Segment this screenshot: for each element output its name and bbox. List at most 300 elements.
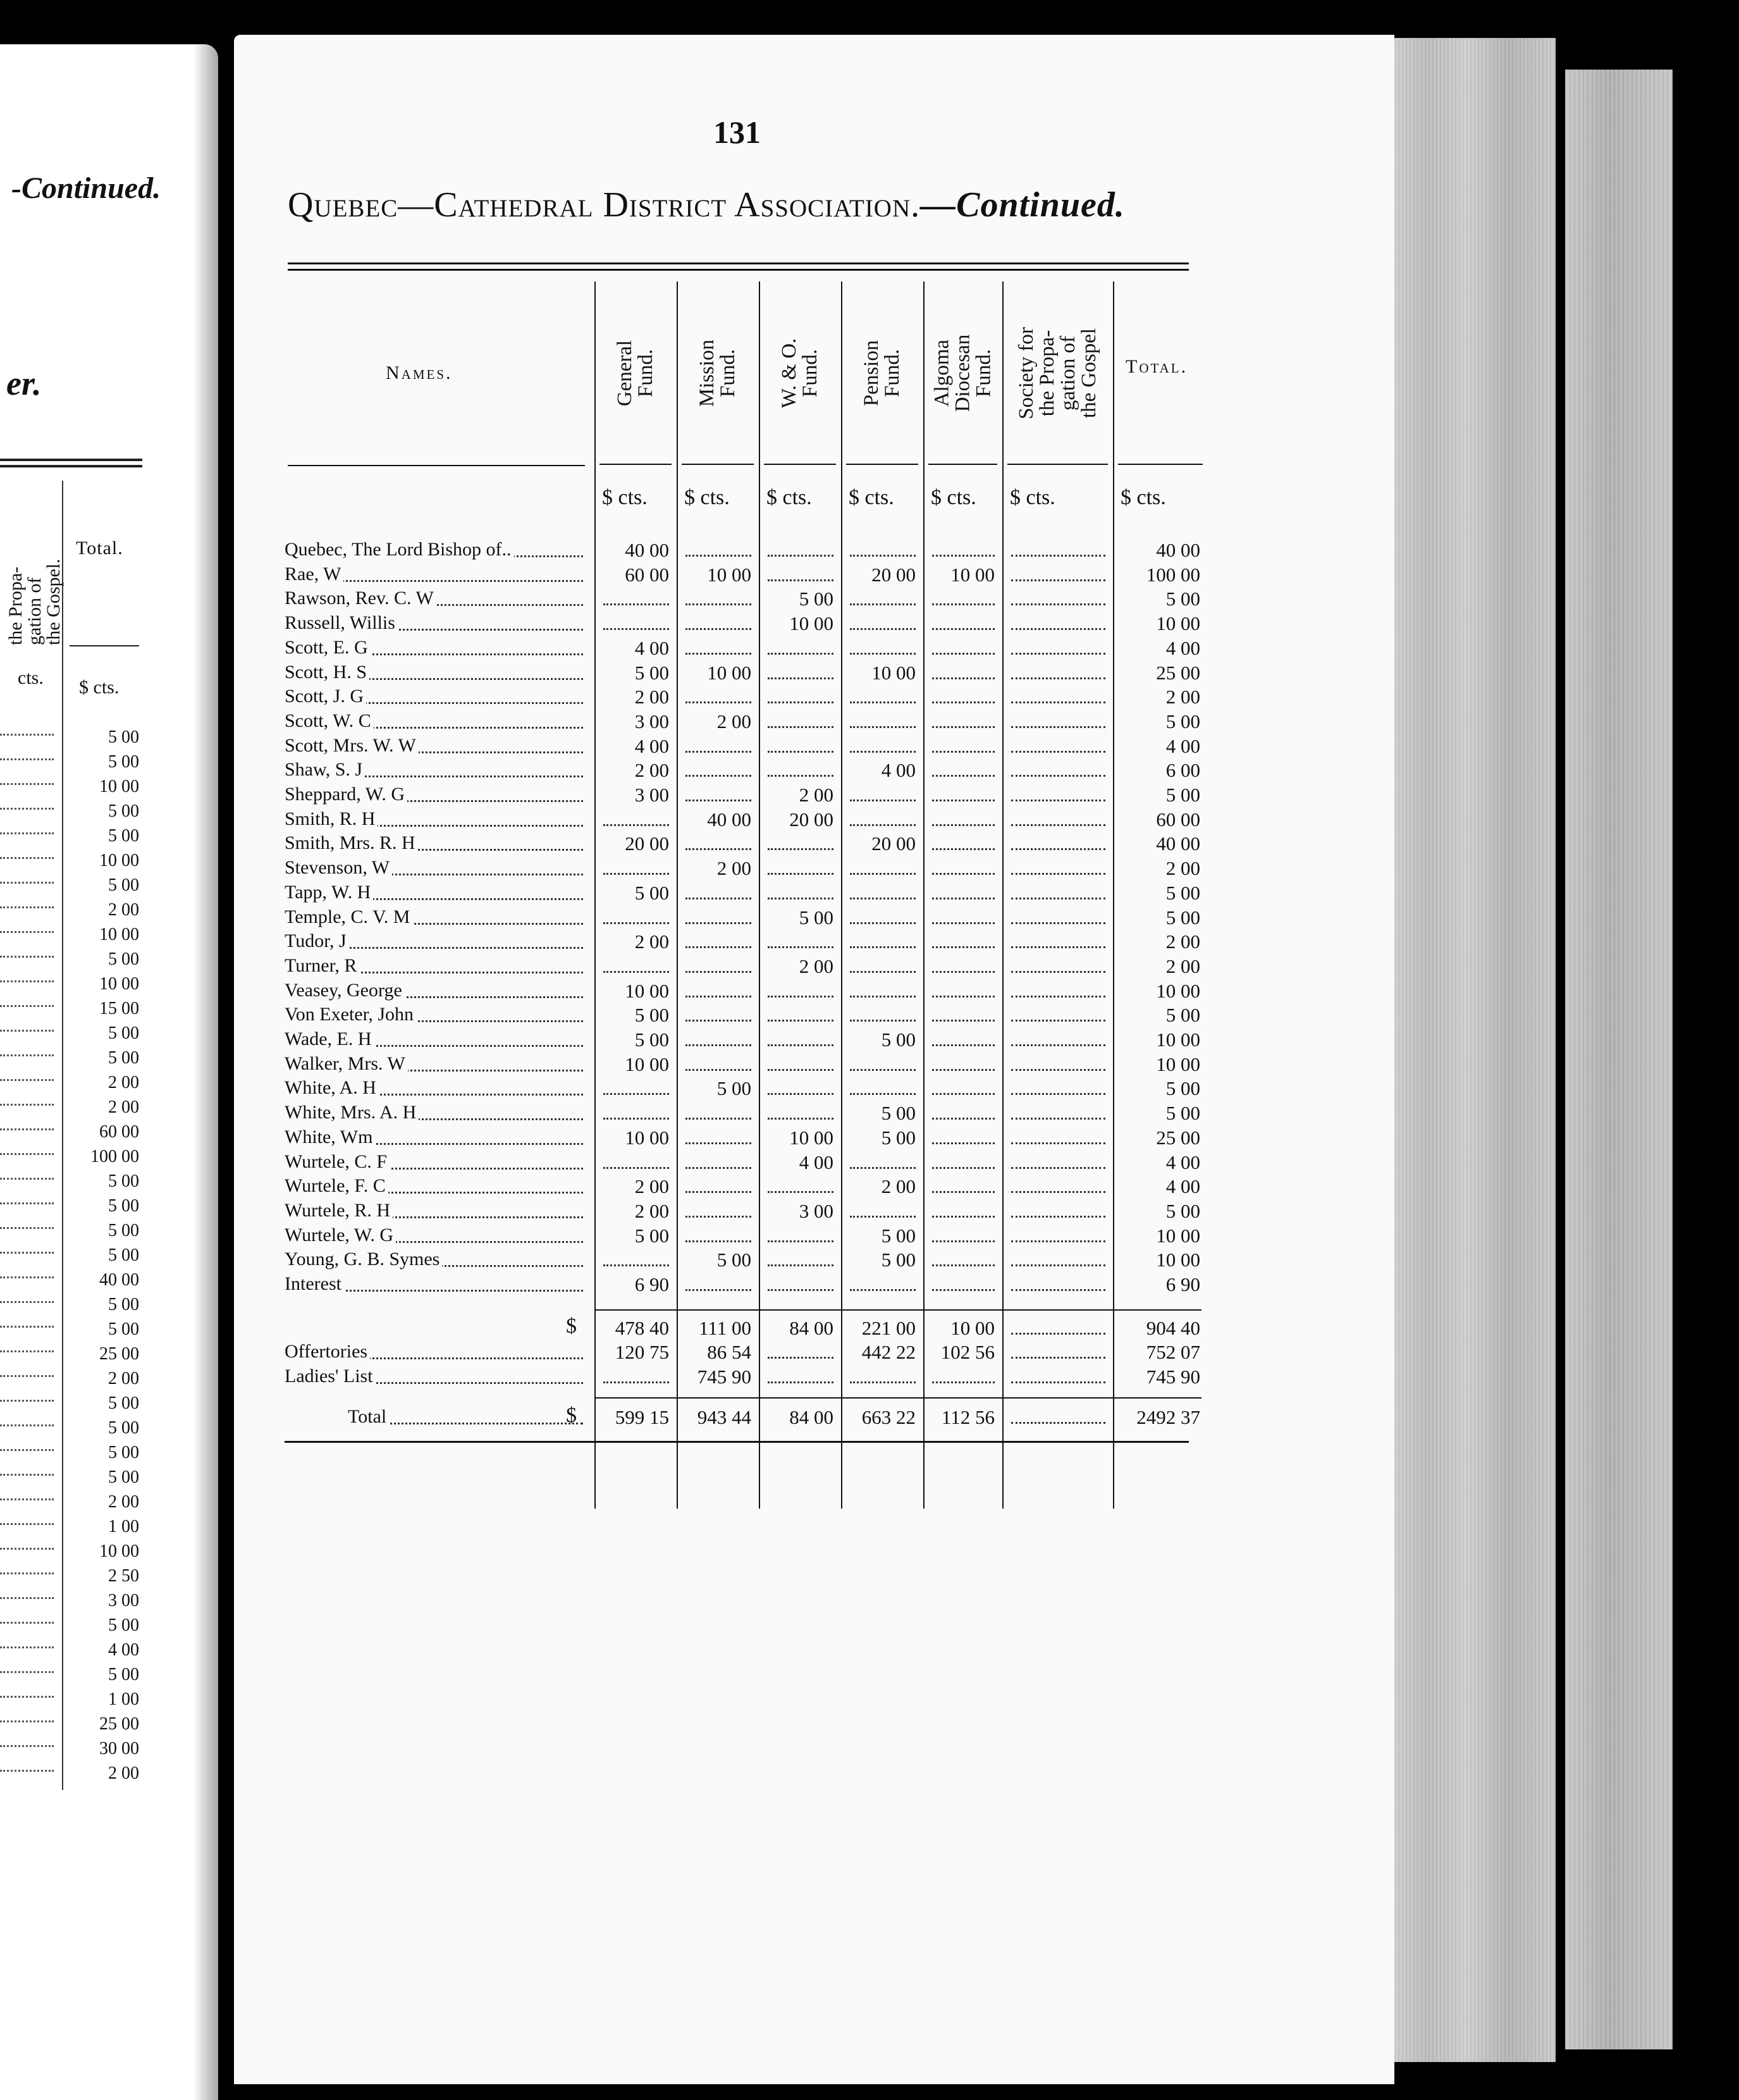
left-page-row: 2 00 [0,1369,145,1393]
amount-cell [594,1077,677,1101]
amount-cell [677,980,759,1004]
amount-cell [1002,1077,1113,1101]
table-row [285,686,1214,710]
amount-cell [923,686,1002,710]
amount-cell [1002,759,1113,783]
amount-cell: 10 00 [950,1316,995,1339]
left-page-row: 5 00 [0,1418,145,1443]
amount-cell: 5 00 [1165,1004,1200,1027]
left-page-row: 2 00 [0,1097,145,1122]
contributor-name: White, A. H [285,1077,588,1101]
table-row [285,784,1214,808]
amount-cell: 10 00 [950,563,995,586]
amount-cell [594,612,677,636]
amount-cell [759,1102,841,1126]
amount-cell: 752 07 [1146,1341,1200,1364]
contributor-name: Russell, Willis [285,612,588,636]
left-page-row: 5 00 [0,1615,145,1640]
amount-cell: 10 00 [789,612,833,635]
amount-cell [841,735,923,759]
amount-cell [1002,1225,1113,1249]
contributor-name: Shaw, S. J [285,759,588,783]
left-page-row: 5 00 [0,1393,145,1418]
amount-cell [759,882,841,906]
amount-cell [677,1273,759,1297]
amount-cell: 120 75 [615,1341,669,1364]
amount-cell [841,1004,923,1028]
amount-cell: 2 00 [716,857,751,880]
left-page-row: 25 00 [0,1714,145,1739]
title-association: Cathedral District Association. [434,185,921,225]
amount-cell: 20 00 [871,832,916,855]
table-row [285,808,1214,832]
amount-cell: 478 40 [615,1316,669,1339]
amount-cell [923,784,1002,808]
amount-cell [923,906,1002,930]
amount-cell [841,1273,923,1297]
amount-cell: 40 00 [1156,832,1200,855]
amount-cell: 20 00 [625,832,669,855]
contributor-name: Quebec, The Lord Bishop of.. [285,539,588,563]
left-page-rule [0,459,142,461]
subtotal-rule [594,1309,1201,1311]
amount-cell [923,1151,1002,1175]
table-row [285,832,1214,856]
left-page-rule [70,645,139,646]
amount-cell [759,1273,841,1297]
amount-cell: 2 00 [1165,954,1200,977]
amount-cell [677,612,759,636]
amount-cell: 25 00 [1156,661,1200,684]
amount-cell [1002,1317,1113,1341]
page-title [288,185,1125,225]
amount-cell: 5 00 [1165,588,1200,610]
amount-cell [1002,1127,1113,1151]
contributor-name: Tudor, J [285,930,588,954]
contributor-name: Scott, H. S [285,662,588,686]
amount-cell [923,588,1002,612]
amount-cell [923,955,1002,979]
unit-label: $ cts. [931,486,976,509]
amount-cell [677,882,759,906]
amount-cell [677,759,759,783]
table-row [285,1273,1214,1297]
table-row [285,1053,1214,1077]
contributor-name: Temple, C. V. M [285,906,588,930]
amount-cell [841,539,923,563]
amount-cell [923,1175,1002,1199]
left-page-row: 5 00 [0,752,145,777]
amount-cell: 5 00 [1165,710,1200,732]
left-page-row: 2 00 [0,1073,145,1097]
amount-cell: 3 00 [634,710,669,732]
contributor-name: Stevenson, W [285,857,588,881]
amount-cell: 111 00 [699,1316,751,1339]
amount-cell [594,906,677,930]
amount-cell: 2 00 [1165,686,1200,708]
title-place: Quebec [288,185,398,225]
amount-cell [594,808,677,832]
amount-cell [677,906,759,930]
amount-cell [759,759,841,783]
amount-cell [841,612,923,636]
amount-cell: 60 00 [625,563,669,586]
table-row [285,1127,1214,1151]
contributor-name: Sheppard, W. G [285,784,588,808]
amount-cell: 5 00 [634,661,669,684]
contributor-name: Young, G. B. Symes [285,1249,588,1273]
amount-cell: 102 56 [940,1341,995,1364]
amount-cell [677,588,759,612]
amount-cell: 60 00 [1156,808,1200,831]
amount-cell [594,857,677,881]
amount-cell [594,955,677,979]
amount-cell: 10 00 [1156,1028,1200,1051]
amount-cell [1002,686,1113,710]
amount-cell: 6 90 [1165,1273,1200,1295]
contributor-name: Scott, E. G [285,637,588,661]
amount-cell [923,1053,1002,1077]
table-row [285,710,1214,734]
amount-cell [923,1273,1002,1297]
amount-cell [759,930,841,954]
table-row [285,857,1214,881]
amount-cell [1002,662,1113,686]
table-row [285,1225,1214,1249]
table-row [285,539,1214,563]
amount-cell: 6 90 [634,1273,669,1295]
left-page-row: 1 00 [0,1689,145,1714]
amount-cell: 10 00 [707,563,751,586]
amount-cell: 84 00 [789,1316,833,1339]
left-page-row: 2 00 [0,900,145,925]
amount-cell [1002,1102,1113,1126]
amount-cell: 5 00 [716,1077,751,1100]
amount-cell [1002,1053,1113,1077]
amount-cell: 2 00 [634,686,669,708]
amount-cell [923,710,1002,734]
amount-cell [677,1028,759,1053]
left-page-total-header: Total. [76,538,123,559]
table-row [285,564,1214,588]
table-row [285,1102,1214,1126]
header-rule [599,464,672,465]
left-page-row: 3 00 [0,1591,145,1615]
amount-cell: 4 00 [1165,1175,1200,1198]
amount-cell [923,1200,1002,1224]
contributor-name: Scott, J. G [285,686,588,710]
amount-cell [1002,1151,1113,1175]
left-page-row: 5 00 [0,875,145,900]
amount-cell: 20 00 [789,808,833,831]
table-row [285,1004,1214,1028]
amount-cell [677,1225,759,1249]
left-page-row: 5 00 [0,727,145,752]
left-page-values [0,727,145,1788]
left-page-row: 5 00 [0,1319,145,1344]
table-row [285,1341,1214,1365]
amount-cell [677,686,759,710]
left-page [0,44,218,2100]
amount-cell [923,1077,1002,1101]
left-page-row: 5 00 [0,1023,145,1048]
amount-cell: 4 00 [799,1151,833,1173]
amount-cell [759,1004,841,1028]
amount-cell [1002,588,1113,612]
amount-cell: 745 90 [697,1366,751,1388]
table-row [285,1249,1214,1273]
amount-cell [1002,955,1113,979]
amount-cell [1002,1028,1113,1053]
amount-cell [1002,1273,1113,1297]
amount-cell [759,662,841,686]
amount-cell: 2 00 [1165,857,1200,880]
amount-cell [1002,882,1113,906]
table-row [285,906,1214,930]
table-row [285,1200,1214,1224]
table-row [285,1077,1214,1101]
left-page-row: 15 00 [0,999,145,1023]
contributor-name: Ladies' List [285,1366,588,1390]
left-page-row: 5 00 [0,1196,145,1221]
amount-cell [1002,1406,1113,1430]
amount-cell: 442 22 [861,1341,916,1364]
amount-cell: 4 00 [881,759,916,782]
amount-cell [923,612,1002,636]
left-page-cts-label: $ cts. [79,677,120,698]
amount-cell: 86 54 [707,1341,751,1364]
contributor-name: Scott, W. C [285,710,588,734]
table-row [285,637,1214,661]
amount-cell: 100 00 [1146,563,1200,586]
amount-cell [677,539,759,563]
contributor-name: Rae, W [285,564,588,588]
table-row [285,612,1214,636]
table-row [285,662,1214,686]
amount-cell: 221 00 [861,1316,916,1339]
amount-cell [923,1249,1002,1273]
names-header: Names. [386,362,453,383]
amount-cell [677,1004,759,1028]
table-bottom-rule [285,1441,1189,1443]
amount-cell: 6 00 [1165,759,1200,782]
amount-cell [841,710,923,734]
page-number: 131 [713,114,761,150]
amount-cell [923,882,1002,906]
amount-cell [923,539,1002,563]
amount-cell: 10 00 [707,661,751,684]
amount-cell [594,588,677,612]
amount-cell: 904 40 [1146,1316,1200,1339]
left-page-row: 10 00 [0,777,145,801]
left-page-row: 2 00 [0,1763,145,1788]
amount-cell [841,808,923,832]
subtotal-row [285,1314,1214,1341]
amount-cell [759,1366,841,1390]
amount-cell [677,1127,759,1151]
left-page-row: 10 00 [0,925,145,949]
contributor-name: Tapp, W. H [285,882,588,906]
amount-cell [759,1028,841,1053]
amount-cell: 5 00 [716,1249,751,1271]
amount-cell: 112 56 [941,1405,995,1428]
contributor-name: Wurtele, C. F [285,1151,588,1175]
left-page-row: 10 00 [0,1541,145,1566]
amount-cell: 5 00 [1165,1077,1200,1100]
table-top-rule [288,269,1189,271]
amount-cell: 4 00 [634,636,669,659]
total-rule [594,1397,1201,1399]
amount-cell: 4 00 [1165,636,1200,659]
contributor-name: Offertories [285,1341,588,1365]
amount-cell: 2492 37 [1136,1405,1200,1428]
table-row [285,980,1214,1004]
unit-label: $ cts. [849,486,894,509]
amount-cell [759,539,841,563]
contributor-name: Walker, Mrs. W [285,1053,588,1077]
amount-cell: 5 00 [799,588,833,610]
amount-cell [923,1004,1002,1028]
amount-cell [923,1127,1002,1151]
left-page-row: 2 00 [0,1492,145,1517]
amount-cell [1002,564,1113,588]
left-page-row: 5 00 [0,949,145,974]
amount-cell: 5 00 [1165,906,1200,929]
left-page-row: 5 00 [0,1467,145,1492]
amount-cell: 5 00 [881,1249,916,1271]
amount-cell [1002,930,1113,954]
amount-cell: 10 00 [871,661,916,684]
page-stack-edge [1394,38,1556,2062]
amount-cell: 40 00 [707,808,751,831]
amount-cell [1002,1004,1113,1028]
contributor-name: Rawson, Rev. C. W [285,588,588,612]
amount-cell: 5 00 [634,1224,669,1247]
table-row [285,1366,1214,1390]
table-row [285,759,1214,783]
left-page-column-header: the Propa- gation of the Gospel. [5,559,64,645]
amount-cell [759,1225,841,1249]
unit-label: $ cts. [1010,486,1055,509]
amount-cell [923,637,1002,661]
contributor-name: Von Exeter, John [285,1004,588,1028]
contributor-name: Turner, R [285,955,588,979]
table-row [285,1151,1214,1175]
amount-cell [923,1028,1002,1053]
amount-cell: 943 44 [697,1405,751,1428]
amount-cell [677,1102,759,1126]
amount-cell [841,1151,923,1175]
table-row [285,955,1214,979]
left-page-row: 40 00 [0,1270,145,1295]
amount-cell [594,1249,677,1273]
amount-cell [923,1366,1002,1390]
amount-cell: 40 00 [1156,539,1200,561]
contributor-name: Wurtele, W. G [285,1225,588,1249]
amount-cell: 5 00 [634,881,669,904]
total-header: Total. [1126,356,1188,377]
amount-cell [594,1366,677,1390]
column-header: General Fund. [613,340,657,407]
column-header: Mission Fund. [696,339,739,407]
title-dash: — [398,185,434,225]
amount-cell: 40 00 [625,539,669,561]
amount-cell [677,735,759,759]
left-page-row: 100 00 [0,1147,145,1171]
amount-cell [841,686,923,710]
amount-cell [594,1151,677,1175]
amount-cell [923,1225,1002,1249]
amount-cell [1002,808,1113,832]
amount-cell: 5 00 [1165,1102,1200,1125]
subtotal-dollar-sign: $ [566,1314,577,1338]
amount-cell [1002,710,1113,734]
contributor-name: White, Wm [285,1127,588,1151]
table-top-rule [288,262,1189,264]
amount-cell: 3 00 [634,784,669,806]
amount-cell: 20 00 [871,563,916,586]
left-page-row: 10 00 [0,851,145,875]
amount-cell [677,637,759,661]
amount-cell [759,686,841,710]
amount-cell: 2 00 [634,930,669,953]
amount-cell [1002,1341,1113,1365]
amount-cell [759,980,841,1004]
amount-cell [677,930,759,954]
amount-cell [759,735,841,759]
table-row [285,1028,1214,1053]
left-page-row: 4 00 [0,1640,145,1665]
amount-cell: 599 15 [615,1405,669,1428]
left-page-row: 5 00 [0,1245,145,1270]
amount-cell [923,759,1002,783]
amount-cell [759,857,841,881]
amount-cell [923,735,1002,759]
amount-cell: 3 00 [799,1199,833,1222]
amount-cell: 5 00 [799,906,833,929]
amount-cell: 2 00 [1165,930,1200,953]
amount-cell: 663 22 [861,1405,916,1428]
amount-cell: 10 00 [625,979,669,1002]
amount-cell [594,1102,677,1126]
amount-cell: 25 00 [1156,1126,1200,1149]
amount-cell [841,1366,923,1390]
header-rule [764,464,836,465]
amount-cell: 10 00 [625,1126,669,1149]
amount-cell [923,1102,1002,1126]
unit-label: $ cts. [1121,486,1166,509]
amount-cell: 10 00 [1156,612,1200,635]
left-page-subheading: er. [6,364,42,402]
left-page-cts-label: cts. [18,667,44,688]
contributor-name: Wade, E. H [285,1028,588,1053]
left-page-row: 60 00 [0,1122,145,1147]
amount-cell [1002,637,1113,661]
amount-cell [841,906,923,930]
amount-cell: 5 00 [1165,881,1200,904]
left-page-row: 5 00 [0,1295,145,1319]
amount-cell [923,930,1002,954]
amount-cell [759,832,841,856]
table-row [285,735,1214,759]
left-page-row: 5 00 [0,1443,145,1467]
total-dollar-sign: $ [566,1403,577,1427]
amount-cell: 2 00 [634,1199,669,1222]
header-rule [682,464,754,465]
left-page-heading: -Continued. [11,171,161,205]
amount-cell [923,857,1002,881]
header-rule [928,464,997,465]
